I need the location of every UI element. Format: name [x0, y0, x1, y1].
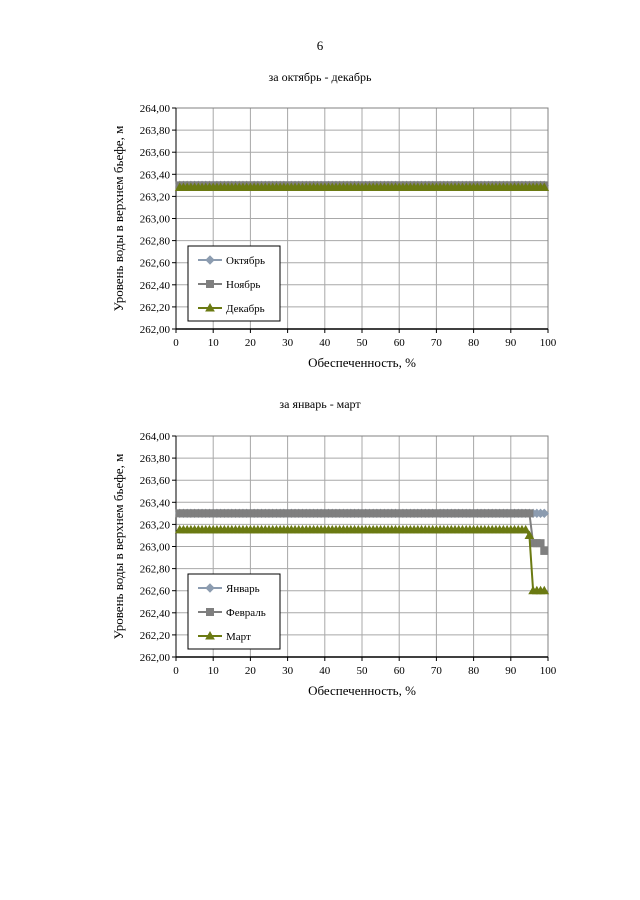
- data-point: [526, 510, 533, 517]
- x-tick-label: 50: [356, 337, 368, 349]
- y-tick-label: 262,00: [139, 324, 170, 336]
- x-tick-label: 20: [244, 337, 256, 349]
- legend-label: Март: [226, 631, 251, 643]
- series-3: [176, 184, 549, 191]
- y-tick-label: 262,60: [139, 585, 170, 598]
- y-tick-label: 262,60: [139, 257, 170, 270]
- x-tick-label: 80: [468, 665, 480, 677]
- chart-oct-dec: [0, 100, 640, 375]
- chart-jan-mar: [0, 428, 640, 703]
- x-axis-title: Обеспеченность, %: [308, 683, 416, 698]
- x-tick-label: 60: [393, 337, 405, 349]
- x-tick-label: 0: [173, 665, 179, 677]
- x-tick-label: 70: [430, 337, 442, 349]
- data-point: [541, 547, 548, 554]
- y-tick-label: 263,00: [139, 541, 170, 554]
- y-tick-label: 262,80: [139, 563, 170, 576]
- legend-swatch-marker: [207, 281, 214, 288]
- x-tick-label: 20: [244, 665, 256, 677]
- y-tick-label: 262,40: [139, 279, 170, 292]
- x-tick-label: 30: [282, 665, 294, 677]
- y-axis-title: Уровень воды в верхнем бьефе, м: [111, 125, 126, 312]
- y-tick-label: 263,20: [139, 519, 170, 532]
- y-tick-label: 263,80: [139, 453, 170, 466]
- legend-label: Октябрь: [226, 255, 265, 267]
- x-tick-label: 80: [468, 337, 480, 349]
- x-tick-label: 70: [430, 665, 442, 677]
- page-number: 6: [316, 38, 324, 53]
- x-tick-label: 10: [207, 337, 219, 349]
- chart-title-jan-mar: за январь - март: [279, 397, 361, 411]
- y-tick-label: 263,40: [139, 497, 170, 510]
- x-tick-label: 100: [539, 665, 557, 677]
- x-axis-title: Обеспеченность, %: [308, 355, 416, 370]
- x-tick-label: 60: [393, 665, 405, 677]
- legend-label: Декабрь: [226, 303, 265, 315]
- y-tick-label: 262,80: [139, 235, 170, 248]
- x-tick-label: 90: [505, 665, 517, 677]
- legend-swatch-marker: [207, 609, 214, 616]
- y-tick-label: 263,60: [139, 475, 170, 488]
- y-tick-label: 263,80: [139, 125, 170, 138]
- legend-label: Январь: [226, 583, 260, 595]
- y-tick-label: 263,20: [139, 191, 170, 204]
- x-tick-label: 30: [282, 337, 294, 349]
- legend: [188, 246, 280, 321]
- y-tick-label: 262,00: [139, 652, 170, 664]
- y-tick-label: 264,00: [139, 431, 170, 443]
- y-tick-label: 262,40: [139, 607, 170, 620]
- x-tick-label: 10: [207, 665, 219, 677]
- y-tick-label: 263,60: [139, 147, 170, 160]
- data-point: [537, 540, 544, 547]
- legend: [188, 574, 280, 649]
- legend-label: Февраль: [226, 607, 266, 619]
- x-tick-label: 90: [505, 337, 517, 349]
- y-tick-label: 263,00: [139, 213, 170, 226]
- x-tick-label: 40: [319, 665, 331, 677]
- x-tick-label: 100: [539, 337, 557, 349]
- y-tick-label: 262,20: [139, 301, 170, 314]
- y-tick-label: 262,20: [139, 629, 170, 642]
- chart-title-oct-dec: за октябрь - декабрь: [268, 70, 372, 84]
- legend-label: Ноябрь: [226, 279, 261, 291]
- x-tick-label: 40: [319, 337, 331, 349]
- x-tick-label: 0: [173, 337, 179, 349]
- y-tick-label: 264,00: [139, 103, 170, 115]
- x-tick-label: 50: [356, 665, 368, 677]
- y-axis-title: Уровень воды в верхнем бьефе, м: [111, 453, 126, 640]
- y-tick-label: 263,40: [139, 169, 170, 182]
